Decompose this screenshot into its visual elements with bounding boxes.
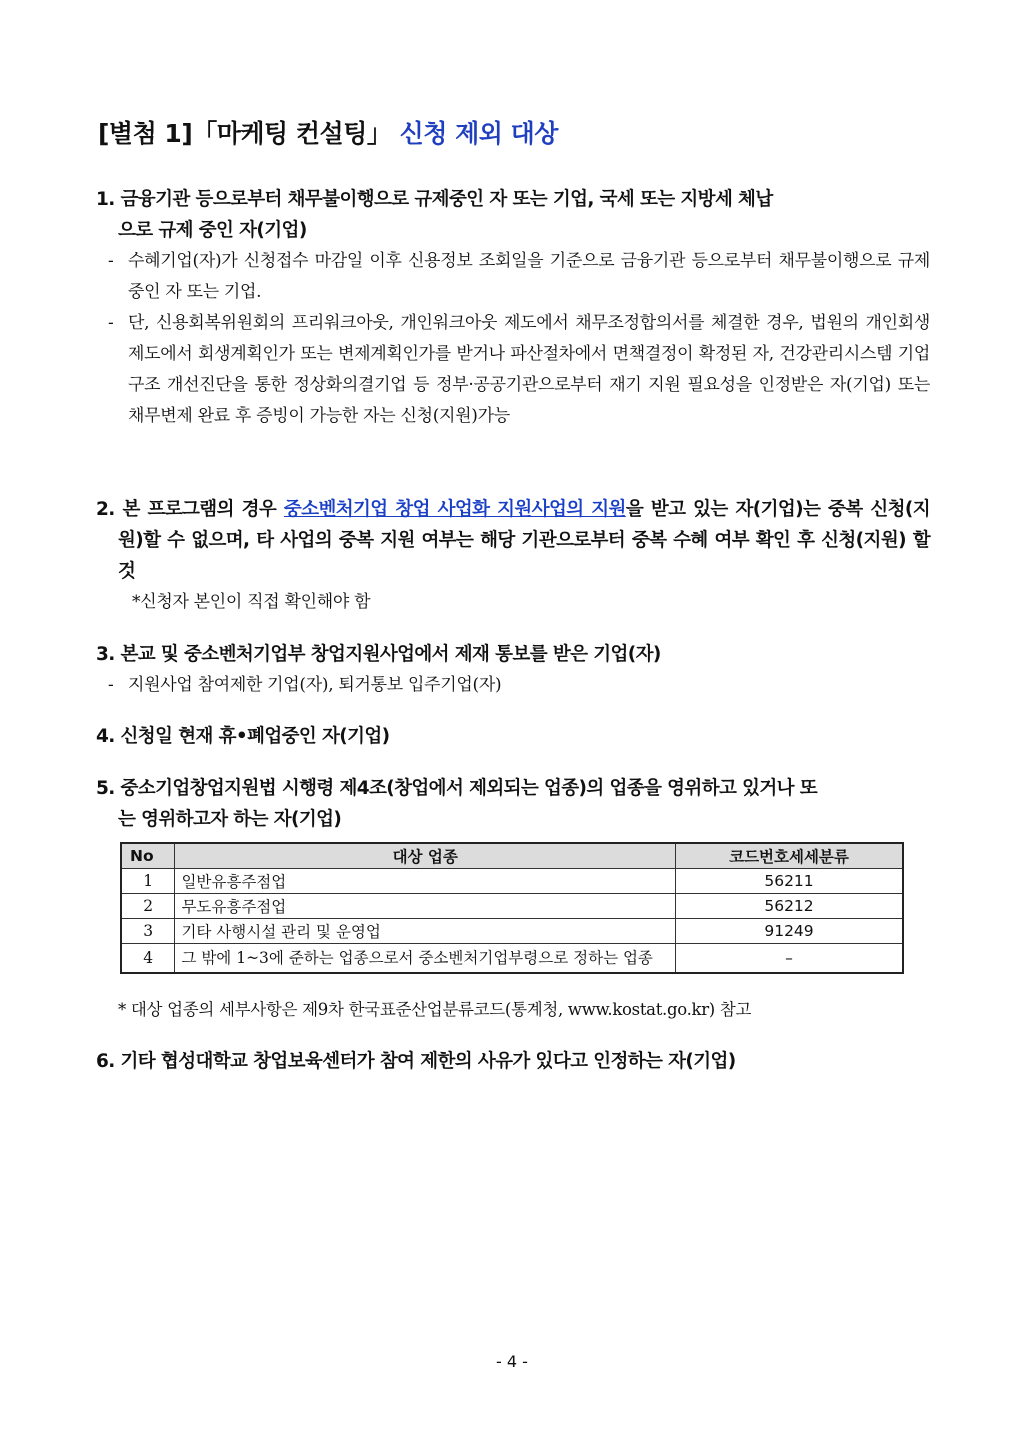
row-no: 4 xyxy=(121,944,175,974)
section-1 xyxy=(96,184,930,432)
row-code: 56211 xyxy=(676,869,904,894)
page-title xyxy=(98,114,558,150)
table-row xyxy=(121,919,903,944)
section-3 xyxy=(96,639,930,701)
table-row xyxy=(121,869,903,894)
section-3-bullet-1: - 지원사업 참여제한 기업(자), 퇴거통보 입주기업(자) xyxy=(108,675,502,695)
section-4 xyxy=(96,721,930,752)
support-program-link[interactable]: 중소벤처기업 창업 사업화 지원사업의 지원 xyxy=(283,499,626,520)
section-6 xyxy=(96,1046,930,1077)
row-no: 2 xyxy=(121,894,175,919)
section-5-heading-line1: 5. 중소기업창업지원법 시행령 제4조(창업에서 제외되는 업종)의 업종을 영위하고 있거나 또 xyxy=(96,778,818,799)
section-1-bullet-1-text: 수혜기업(자)가 신청접수 마감일 이후 신용정보 조회일을 기준으로 금융기관 등으로부터 채무불이행으로 규제 중인 자 또는 기업. xyxy=(128,251,930,302)
row-industry: 그 밖에 1~3에 준하는 업종으로서 중소벤처기업부령으로 정하는 업종 xyxy=(175,944,676,974)
section-5-heading-line2: 는 영위하고자 하는 자(기업) xyxy=(118,809,342,830)
section-1-heading-line2: 으로 규제 중인 자(기업) xyxy=(118,220,307,241)
section-5 xyxy=(96,773,930,835)
section-1-bullet-2: - 단, 신용회복위원회의 프리워크아웃, 개인워크아웃 제도에서 채무조정합의서를 체결한 경우, 법원의 개인회생제도에서 회생계획인가 또는 변제계획인가를 받거나 파산절차에서 면책결정이 확정된 자, 건강관리시스템 기업구조 개선진단을 통한 정상화의결기업 등 정부·공공기관으로부터 재기 지원 필요성을 인정받은 자(기업) 또는 채무변제 완료 후 증빙이 가능한 자는 신청(지원)가능 xyxy=(108,313,930,426)
section-1-bullet-1: - 수혜기업(자)가 신청접수 마감일 이후 신용정보 조회일을 기준으로 금융기관 등으로부터 채무불이행으로 규제 중인 자 또는 기업. xyxy=(108,251,930,302)
table-header-industry: 대상 업종 xyxy=(175,843,676,869)
row-no: 3 xyxy=(121,919,175,944)
table-header-no: No xyxy=(121,843,175,869)
table-header-code: 코드번호세세분류 xyxy=(676,843,904,869)
table-row xyxy=(121,894,903,919)
title-suffix: 신청 제외 대상 xyxy=(399,119,558,148)
row-code: – xyxy=(676,944,904,974)
table-footnote: * 대상 업종의 세부사항은 제9차 한국표준산업분류코드(통계청, www.kostat.go.kr) 참고 xyxy=(118,1000,752,1019)
row-no: 1 xyxy=(121,869,175,894)
row-industry: 일반유흥주점업 xyxy=(175,869,676,894)
section-4-heading: 4. 신청일 현재 휴•폐업중인 자(기업) xyxy=(96,726,390,747)
section-3-heading: 3. 본교 및 중소벤처기업부 창업지원사업에서 제재 통보를 받은 기업(자) xyxy=(96,644,661,665)
section-3-bullet-1-text: 지원사업 참여제한 기업(자), 퇴거통보 입주기업(자) xyxy=(128,675,502,695)
page-number: - 4 - xyxy=(496,1352,528,1371)
excluded-industries-table xyxy=(120,842,904,974)
row-industry: 기타 사행시설 관리 및 운영업 xyxy=(175,919,676,944)
section-2 xyxy=(96,494,930,618)
section-2-heading-pre: 2. 본 프로그램의 경우 xyxy=(96,499,284,520)
section-2-note: *신청자 본인이 직접 확인해야 함 xyxy=(132,592,371,612)
section-1-heading-line1: 1. 금융기관 등으로부터 채무불이행으로 규제중인 자 또는 기업, 국세 또는 지방세 체납 xyxy=(96,189,773,210)
row-industry: 무도유흥주점업 xyxy=(175,894,676,919)
section-1-bullet-2-text: 단, 신용회복위원회의 프리워크아웃, 개인워크아웃 제도에서 채무조정합의서를 체결한 경우, 법원의 개인회생제도에서 회생계획인가 또는 변제계획인가를 받거나 파산절차에서 면책결정이 확정된 자, 건강관리시스템 기업구조 개선진단을 통한 정상화의결기업 등 정부·공공기관으로부터 재기 지원 필요성을 인정받은 자(기업) 또는 채무변제 완료 후 증빙이 가능한 자는 신청(지원)가능 xyxy=(128,313,930,426)
section-2-heading-post: 을 받고 있는 자(기업)는 중복 신청(지원)할 수 없으며, 타 사업의 중복 지원 여부는 해당 기관으로부터 중복 수혜 여부 확인 후 신청(지원) 할 것 xyxy=(118,499,930,582)
table-row xyxy=(121,944,903,974)
row-code: 91249 xyxy=(676,919,904,944)
section-6-heading: 6. 기타 협성대학교 창업보육센터가 참여 제한의 사유가 있다고 인정하는 자(기업) xyxy=(96,1051,736,1072)
title-prefix: [별첨 1]「마케팅 컨설팅」 xyxy=(98,119,392,148)
table-header-row xyxy=(121,843,903,869)
row-code: 56212 xyxy=(676,894,904,919)
section-2-heading xyxy=(96,494,930,587)
